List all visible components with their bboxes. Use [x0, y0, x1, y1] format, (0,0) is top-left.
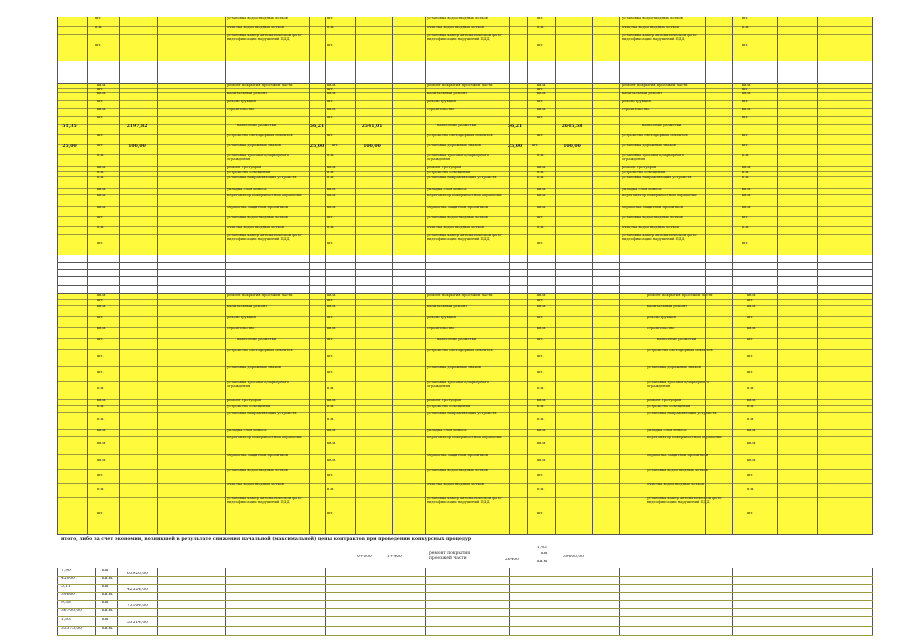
table-row: кв.м. кв.м. кв.м. кв.м. капитальный ремонт капитальный ремонт капитальный ремонт — [57, 92, 873, 101]
table-row: шт. установка камер автоматической фото-видеофиксации нарушений ПДД шт. установка камер автоматической фото-видеофиксации нарушений ПДД шт. установка камер автоматической фото-видеофиксации нарушений ПДД шт. — [57, 234, 873, 256]
table-row: 39660 кв.м. — [57, 592, 873, 601]
table-row: шт. установка камер автоматической фото-видеофиксации нарушений ПДД шт. установка камер автоматической фото-видеофиксации нарушений ПДД шт. установка камер автоматической фото-видеофиксации нарушений ПДД шт. — [57, 34, 873, 62]
table-row: кв.м. укладка слоя износа кв.м. укладка слоя износа кв.м. укладка слоя износа кв.м. — [57, 429, 873, 437]
total-row-label: итого, либо за счет экономии, возникшей в результате снижения начальной (максимальной) цены контрактов при проведении конкурсных процедур — [61, 537, 472, 542]
table-row: шт. шт. шт. шт. реконструкция реконструкция реконструкция — [57, 100, 873, 109]
blank-rows — [57, 255, 873, 294]
table-row: шт. устройство светофорных объектов шт. устройство светофорных объектов шт. устройство светофорных объектов шт. — [57, 349, 873, 367]
table-row: шт. реконструкция шт. реконструкция шт. реконструкция шт. — [57, 316, 873, 328]
table-row: шт. установка дорожных знаков шт. установка дорожных знаков шт. установка дорожных знаков шт. — [57, 366, 873, 382]
table-row: кв.м. ремонт покрытия проезжей части кв.м. ремонт покрытия проезжей части кв.м. ремонт покрытия проезжей части кв.м. — [57, 294, 873, 300]
table-row: п.м. установка тросового/барьерного ограждения п.м. установка тросового/барьерного ограждения п.м. установка тросового/барьерного ограждения п.м. — [57, 154, 873, 167]
table-row: кв.м. кв.м. кв.м. кв.м. строительство строительство строительство — [57, 108, 873, 117]
table-row: 51,35 2197,82 нанесение разметки 56,21 2541,01 нанесение разметки 56,21 2645,58 нанесение разметки — [57, 124, 873, 135]
table-row: 9,38 км 73164,00 — [57, 600, 873, 609]
table-row: кв.м. обработка защитной пропиткой кв.м. обработка защитной пропиткой кв.м. обработка защитной пропиткой кв.м. — [57, 454, 873, 470]
table-row: п.м. очистка водоотводных лотков п.м. очистка водоотводных лотков п.м. очистка водоотводных лотков п.м. — [57, 26, 873, 35]
table-row: п.м. очистка водоотводных лотков п.м. очистка водоотводных лотков п.м. очистка водоотводных лотков п.м. — [57, 483, 873, 498]
table-row: п.м. установка направляющих устройств п.м. установка направляющих устройств п.м. установка направляющих устройств п.м. — [57, 412, 873, 430]
table-row: шт. установка водоотводных лотков шт. установка водоотводных лотков шт. установка водоотводных лотков шт. — [57, 469, 873, 484]
table-row: 36700,00 кв.м. — [57, 608, 873, 617]
table-row: кв.м. перегонятор поверхностной обработки кв.м. перегонятор поверхностной обработки кв.м. перегонятор поверхностной обработки кв.м. — [57, 436, 873, 455]
lower-block — [57, 294, 873, 534]
table-row: шт. шт. шт. шт. — [57, 116, 873, 125]
table-row: кв.м. строительство кв.м. строительство кв.м. строительство кв.м. — [57, 327, 873, 339]
table-row: шт. шт. шт. шт. — [57, 299, 873, 306]
middle-block — [57, 84, 873, 255]
table-row: шт. нанесение разметки шт. нанесение разметки шт. нанесение разметки шт. — [57, 338, 873, 350]
table-row: 45000 кв.м. — [57, 576, 873, 585]
table-row: кв.м. ремонт тротуаров кв.м. ремонт тротуаров кв.м. ремонт тротуаров кв.м. — [57, 166, 873, 172]
table-row: шт. устройство светофорных объектов шт. устройство светофорных объектов шт. устройство светофорных объектов шт. — [57, 134, 873, 145]
table-row: шт. шт. шт. шт. — [57, 88, 873, 93]
table-row: п.м. устройство освещения п.м. устройство освещения п.м. устройство освещения п.м. — [57, 171, 873, 177]
table-row: шт. установка водоотводных лотков шт. установка водоотводных лотков шт. установка водоотводных лотков шт. — [57, 17, 873, 27]
table-row: п.м. установка направляющих устройств п.м. установка направляющих устройств п.м. установка направляющих устройств п.м. — [57, 176, 873, 189]
top-block — [57, 17, 873, 61]
table-row: п.м. установка тросового/барьерного ограждения п.м. установка тросового/барьерного ограждения п.м. установка тросового/барьерного ограждения п.м. — [57, 381, 873, 400]
blank-rows — [57, 61, 873, 84]
table-row: 1,83 км 53514,00 — [57, 616, 873, 627]
table-row: кв.м. укладка слоя износа кв.м. укладка слоя износа кв.м. укладка слоя износа кв.м. — [57, 188, 873, 195]
total-detail-row: 0+000 1+400 ремонт покрытия проезжей части 26400 1,43 км кв.м 39600,00 — [57, 550, 873, 569]
table-row: кв.м. перегонятор поверхностной обработки кв.м. перегонятор поверхностной обработки кв.м. перегонятор поверхностной обработки кв.м. — [57, 194, 873, 207]
table-row: кв.м. кв.м. кв.м. кв.м. ремонт покрытия проезжей части ремонт покрытия проезжей части ремонт покрытия проезжей части — [57, 84, 873, 89]
summary-table — [57, 568, 873, 636]
table-row: кв.м. обработка защитной пропиткой кв.м. обработка защитной пропиткой кв.м. обработка защитной пропиткой кв.м. — [57, 206, 873, 217]
table-row: 33375,00 кв.м. — [57, 626, 873, 636]
table-row: п.м. очистка водоотводных лотков п.м. очистка водоотводных лотков п.м. очистка водоотводных лотков п.м. — [57, 226, 873, 235]
table-row: шт. установка камер автоматической фото-видеофиксации нарушений ПДД шт. установка камер автоматической фото-видеофиксации нарушений ПДД шт. установка камер автоматической фото-видеофиксации нарушений ПДД шт. — [57, 497, 873, 535]
table-row: шт. установка водоотводных лотков шт. установка водоотводных лотков шт. установка водоотводных лотков шт. — [57, 216, 873, 227]
table-row: п.м. устройство освещения п.м. устройство освещения п.м. устройство освещения п.м. — [57, 405, 873, 413]
table-row: 7,90 км 63920,00 — [57, 568, 873, 577]
table-row: кв.м. ремонт тротуаров кв.м. ремонт тротуаров кв.м. ремонт тротуаров кв.м. — [57, 399, 873, 406]
table-row: 5,11 км 42524,00 — [57, 584, 873, 593]
table-row: 25,00 шт. 100,00 установка дорожных знаков 25,00 шт. 100,00 установка дорожных знаков 25,00 шт. 100,00 установка дорожных знаков шт. — [57, 144, 873, 155]
table-row: кв.м. капитальный ремонт кв.м. капитальный ремонт кв.м. капитальный ремонт кв.м. — [57, 305, 873, 317]
